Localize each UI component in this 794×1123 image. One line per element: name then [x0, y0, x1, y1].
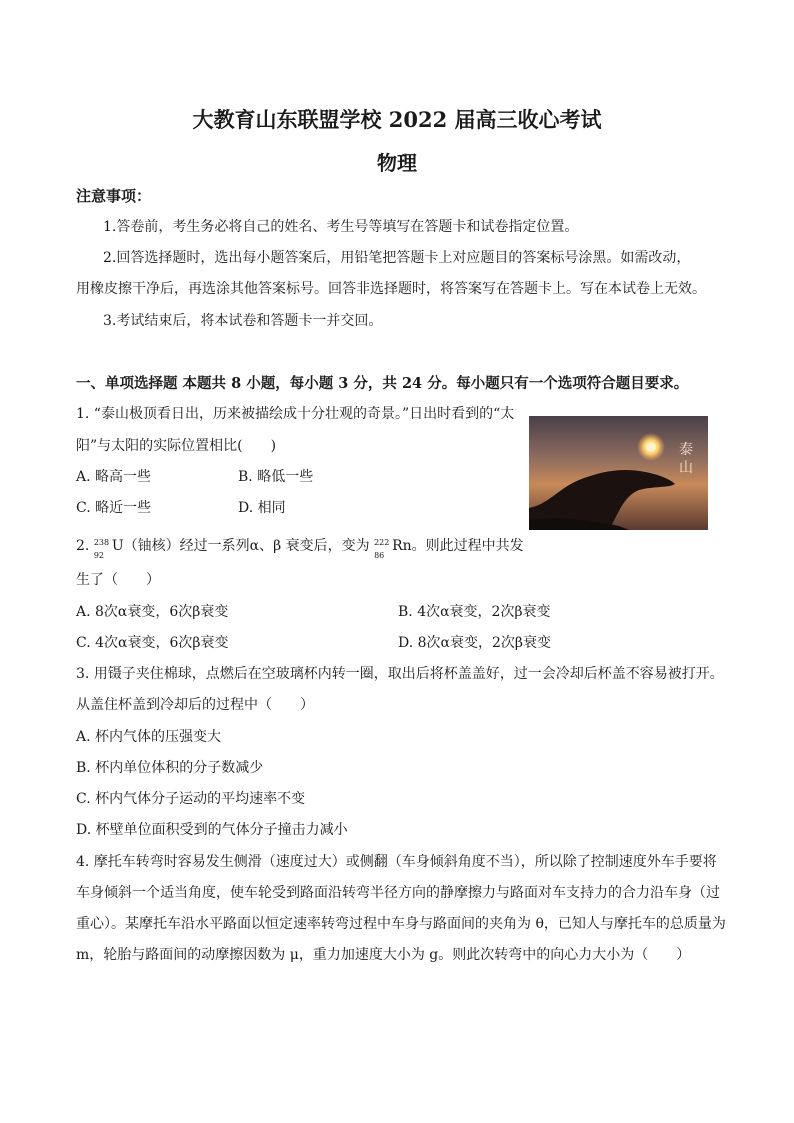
q3-stem-line2: 从盖住杯盖到冷却后的过程中（ ） [76, 697, 314, 713]
svg-text:泰: 泰 [679, 442, 693, 458]
q2-u-text: U（铀核）经过一系列 [111, 538, 250, 554]
taishan-sunrise-image [529, 416, 708, 530]
q3-option-d: D. 杯壁单位面积受到的气体分子撞击力减小 [76, 822, 348, 838]
q2-rn-symbol: Rn [392, 538, 412, 554]
u-atomic-number: 92 [93, 551, 104, 560]
q2-option-c: C. 4次α衰变，6次β衰变 [76, 635, 229, 651]
q2-stem-line2: 生了（ ） [76, 572, 160, 588]
q2-option-b: B. 4次α衰变，2次β衰变 [398, 604, 551, 620]
q1-option-a: A. 略高一些 [76, 469, 152, 485]
q4-stem-line4: m，轮胎与路面间的动摩擦因数为 μ，重力加速度大小为 g。则此次转弯中的向心力大小为（ ） [76, 947, 691, 963]
q2-decay-text: α、β 衰变后，变为 [249, 538, 370, 554]
section-1-heading: 一、单项选择题 本题共 8 小题，每小题 3 分，共 24 分。每小题只有一个选项符合题目要求。 [76, 375, 689, 392]
notice-heading: 注意事项： [76, 187, 152, 205]
subject-title: 物理 [377, 151, 417, 175]
svg-text:山: 山 [679, 460, 693, 476]
q2-stem-line1 [76, 536, 524, 560]
rn-atomic-number: 86 [374, 551, 385, 560]
q3-option-a: A. 杯内气体的压强变大 [76, 729, 222, 745]
q3-option-c: C. 杯内气体分子运动的平均速率不变 [76, 791, 306, 807]
q4-stem-line1: 4. 摩托车转弯时容易发生侧滑（速度过大）或侧翻（车身倾斜角度不当），所以除了控制速度外车手要将 [76, 854, 717, 870]
rn-mass-number: 222 [374, 538, 390, 547]
u-mass-number: 238 [93, 538, 110, 547]
uranium-nuclide [93, 536, 112, 560]
notice-item-2: 2.回答选择题时，选出每小题答案后，用铅笔把答题卡上对应题目的答案标号涂黑。如需改动， [103, 250, 691, 266]
exam-title: 大教育山东联盟学校 2022 届高三收心考试 [192, 107, 602, 132]
q1-option-b: B. 略低一些 [238, 469, 314, 485]
q3-option-b: B. 杯内单位体积的分子数减少 [76, 760, 264, 776]
notice-item-2-cont: 用橡皮擦干净后，再选涂其他答案标号。回答非选择题时，将答案写在答题卡上。写在本试卷上无效。 [76, 281, 706, 297]
q2-option-a: A. 8次α衰变，6次β衰变 [76, 604, 229, 620]
q1-option-d: D. 相同 [238, 500, 286, 516]
q2-number: 2. [76, 538, 90, 554]
q1-stem-line2: 阳”与太阳的实际位置相比( ) [76, 438, 277, 454]
notice-item-3: 3.考试结束后，将本试卷和答题卡一并交回。 [103, 313, 383, 329]
q3-stem-line1: 3. 用镊子夹住棉球，点燃后在空玻璃杯内转一圈，取出后将杯盖盖好，过一会冷却后杯盖不容易被打开。 [76, 666, 724, 682]
q1-stem-line1: 1. “泰山极顶看日出，历来被描绘成十分壮观的奇景。”日出时看到的“太 [76, 406, 515, 422]
q4-stem-line2: 车身倾斜一个适当角度，使车轮受到路面沿转弯半径方向的静摩擦力与路面对车支持力的合力沿车身（过 [76, 885, 720, 901]
notice-item-1: 1.答卷前，考生务必将自己的姓名、考生号等填写在答题卡和试卷指定位置。 [103, 219, 579, 235]
radon-nuclide [374, 536, 392, 560]
q2-option-d: D. 8次α衰变，2次β衰变 [398, 635, 551, 651]
q1-option-c: C. 略近一些 [76, 500, 152, 516]
q2-tail-text: 。则此过程中共发 [411, 538, 524, 554]
q4-stem-line3: 重心）。某摩托车沿水平路面以恒定速率转弯过程中车身与路面间的夹角为 θ，已知人与摩托车的总质量为 [76, 916, 726, 932]
